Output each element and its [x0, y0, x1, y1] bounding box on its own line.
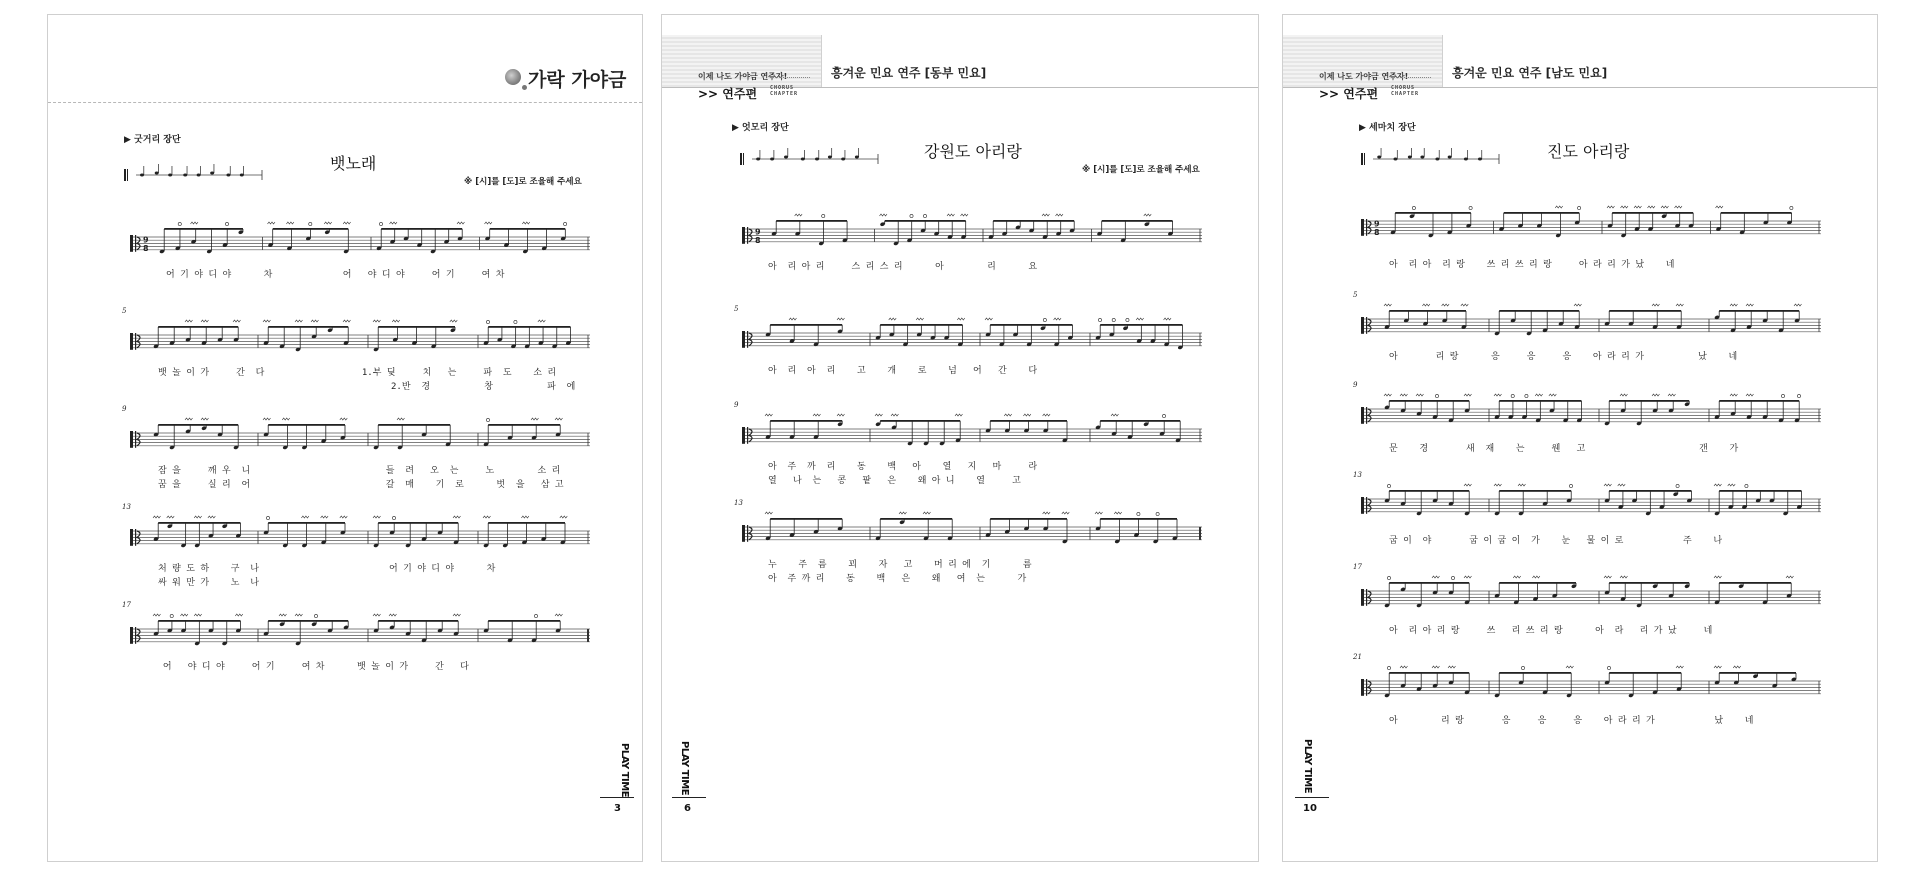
page-6	[661, 14, 1259, 862]
svg-text:8: 8	[143, 243, 149, 253]
jangdan-rhythm-icon	[122, 157, 272, 187]
book-title: 가락 가야금	[528, 69, 627, 91]
staff-system-2	[736, 311, 1206, 361]
lyric-line-2: 아 리 랑 응 응 응 아 라 리 가 났 네	[1389, 352, 1738, 362]
staff-system-3	[1355, 387, 1825, 441]
chapter-subtitle: 이제 나도 가야금 연주자!	[1319, 72, 1409, 81]
staff-system-2	[1355, 297, 1825, 351]
chapter-header	[1283, 15, 1877, 101]
subtitle-rule	[770, 77, 810, 78]
lyric-line-4: 잠 을 깨 우 니 들 려 오 는 노 소 리	[158, 466, 561, 476]
footer-divider	[672, 797, 706, 798]
chapter-title: 흥겨운 민요 연주 [동부 민요]	[831, 66, 987, 80]
song-title: 뱃노래	[330, 154, 377, 173]
staff-system-4	[1355, 477, 1825, 531]
lyric-line-8: 어 야 디 야 어 기 여 차 뱃 놀 이 가 간 다	[152, 662, 469, 672]
logo-dot-icon	[522, 85, 527, 90]
measure-number-13: 13	[122, 503, 131, 511]
tuning-note: ※ [시]를 [도]로 조율해 주세요	[464, 177, 582, 187]
staff-system-3	[124, 411, 594, 461]
page-number: 6	[684, 803, 691, 814]
jangdan-label: ▶ 굿거리 장단	[124, 135, 181, 145]
staff-system-5	[1355, 569, 1825, 623]
song-title: 진도 아리랑	[1547, 142, 1630, 161]
staff-system-5	[124, 607, 594, 657]
footer-divider	[600, 797, 634, 798]
measure-number-17: 17	[1353, 563, 1362, 571]
svg-text:9: 9	[755, 227, 761, 237]
footer-brand: PLAY TIME	[1302, 739, 1313, 794]
staff-system-1	[1355, 199, 1825, 253]
staff-system-4	[124, 509, 594, 559]
staff-system-4	[736, 505, 1206, 555]
footer-brand: PLAY TIME	[619, 743, 630, 798]
footer-divider	[1295, 797, 1329, 798]
staff-system-2	[124, 313, 594, 363]
staff-system-1	[736, 207, 1206, 257]
lyric-line-1: 어 기 야 디 야 차 어 야 디 야 어 기 여 차	[166, 270, 505, 280]
staff-system-3	[736, 407, 1206, 457]
book-logo-icon	[505, 69, 521, 85]
measure-number-5: 5	[734, 305, 739, 313]
lyric-line-5: 아 리 아 리 랑 쓰 리 쓰 리 랑 아 라 리 가 났 네	[1389, 626, 1713, 636]
chapter-badge	[662, 35, 822, 101]
lyric-line-2: 아 리 아 리 고 개 로 넘 어 간 다	[768, 366, 1038, 376]
svg-text:9: 9	[143, 235, 149, 245]
lyric-line-6: 처 량 도 하 구 나 어 기 야 디 야 차	[158, 564, 496, 574]
page-header	[48, 15, 642, 103]
footer-brand: PLAY TIME	[679, 741, 690, 796]
song-title: 강원도 아리랑	[924, 142, 1022, 161]
page-number: 10	[1303, 803, 1317, 814]
lyric-line-3: 2.반 경 창 파 에	[158, 382, 576, 392]
lyric-line-1: 아 리 아 리 랑 쓰 리 쓰 리 랑 아 라 리 가 났 네	[1389, 260, 1675, 270]
staff-system-1	[124, 215, 594, 265]
measure-number-13: 13	[734, 499, 743, 507]
lyric-line-4: 열 나 는 콩 팥 은 왜 아 니 열 고	[768, 476, 1021, 486]
lyric-line-5: 누 주 름 꾀 자 고 머 리 에 기 름	[768, 560, 1032, 570]
lyric-line-4: 굽 이 야 굽 이 굽 이 가 눈 물 이 로 주 나	[1389, 536, 1723, 546]
measure-number-13: 13	[1353, 471, 1362, 479]
lyric-line-1: 아 리 아 리 스 리 스 리 아 리 요	[768, 262, 1038, 272]
chapter-name: >> 연주편	[698, 87, 758, 101]
measure-number-17: 17	[122, 601, 131, 609]
chapter-english: CHORUS CHAPTER	[770, 85, 799, 97]
lyric-line-2: 뱃 놀 이 가 간 다 1.부 딪 치 는 파 도 소 리	[158, 368, 557, 378]
chapter-badge	[1283, 35, 1443, 101]
subtitle-rule	[1391, 77, 1431, 78]
chapter-english: CHORUS CHAPTER	[1391, 85, 1420, 97]
svg-text:8: 8	[755, 235, 761, 245]
chapter-header	[662, 15, 1258, 101]
measure-number-9: 9	[1353, 381, 1358, 389]
jangdan-label: ▶ 엇모리 장단	[732, 123, 789, 133]
chapter-name: >> 연주편	[1319, 87, 1379, 101]
svg-text:8: 8	[1374, 227, 1380, 237]
chapter-title: 흥겨운 민요 연주 [남도 민요]	[1452, 66, 1608, 80]
lyric-line-6: 아 리 랑 응 응 응 아 라 리 가 났 네	[1389, 716, 1754, 726]
measure-number-21: 21	[1353, 653, 1362, 661]
measure-number-5: 5	[122, 307, 127, 315]
lyric-line-5: 꿈 을 실 리 어 갈 매 기 로 벗 을 삼 고	[158, 480, 564, 490]
measure-number-5: 5	[1353, 291, 1358, 299]
jangdan-label: ▶ 세마치 장단	[1359, 123, 1416, 133]
page-3	[47, 14, 643, 862]
jangdan-rhythm-icon	[738, 141, 888, 171]
lyric-line-7: 싸 워 만 가 노 나	[158, 578, 259, 588]
lyric-line-6: 아 주 까 리 동 백 은 왜 여 는 가	[768, 574, 1027, 584]
measure-number-9: 9	[122, 405, 127, 413]
svg-text:9: 9	[1374, 219, 1380, 229]
lyric-line-3: 아 주 까 리 동 백 아 열 지 마 라	[768, 462, 1038, 472]
jangdan-rhythm-icon	[1359, 141, 1509, 171]
page-number: 3	[614, 803, 621, 814]
staff-system-6	[1355, 659, 1825, 713]
lyric-line-3: 문 경 새 재 는 웬 고 갠 가	[1389, 444, 1739, 454]
chapter-subtitle: 이제 나도 가야금 연주자!	[698, 72, 788, 81]
tuning-note: ※ [시]를 [도]로 조율해 주세요	[1082, 165, 1200, 175]
page-10	[1282, 14, 1878, 862]
measure-number-9: 9	[734, 401, 739, 409]
